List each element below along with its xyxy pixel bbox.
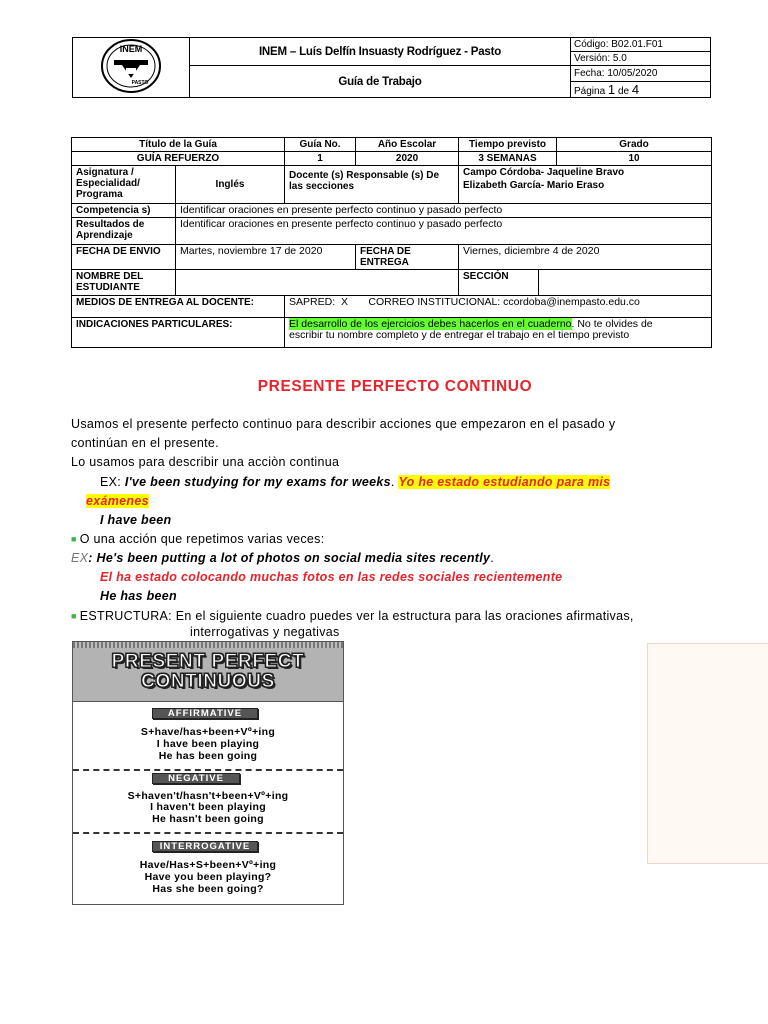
col-anio: Año Escolar — [356, 138, 459, 152]
docente-value-1: Campo Córdoba- Jaqueline Bravo — [463, 167, 625, 178]
bullet-icon: ■ — [71, 611, 77, 621]
example-1-form: I have been — [100, 513, 172, 527]
entrega-label: FECHA DE ENTREGA — [356, 245, 459, 270]
docente-label: Docente (s) Responsable (s) De las secciones — [285, 166, 459, 204]
nombre-value[interactable] — [176, 270, 459, 296]
interrogative-rule: Have/Has+S+been+Vº+ing — [139, 859, 277, 871]
paragraph-2: Lo usamos para describir una acciòn continua — [71, 455, 340, 469]
inem-logo — [100, 38, 162, 94]
page-of: de — [617, 86, 630, 97]
paragraph-1-line-2: continúan en el presente. — [71, 436, 219, 450]
example-2-spanish: El ha estado colocando muchas fotos en las redes sociales recientemente — [100, 570, 563, 584]
page-prefix: Página — [574, 86, 606, 97]
doc-code: Código: B02.01.F01 — [571, 38, 711, 52]
affirmative-example-1: I have been playing — [156, 738, 260, 750]
negative-tag: NEGATIVE — [152, 773, 240, 784]
doc-version: Versión: 5.0 — [571, 52, 711, 66]
interrogative-example-2: Has she been going? — [152, 883, 264, 895]
poster-divider — [73, 769, 343, 771]
poster-title-1: PRESENT PERFECT — [111, 651, 305, 672]
val-tiempo: 3 SEMANAS — [459, 152, 557, 166]
example-1 — [100, 475, 610, 489]
example-1-dot: . — [390, 475, 399, 489]
interrogative-tag: INTERROGATIVE — [152, 841, 258, 852]
page-num: 1 — [607, 82, 616, 97]
docente-value-2: Elizabeth García- Mario Eraso — [463, 180, 605, 191]
page-indicator — [571, 82, 711, 98]
example-2 — [71, 551, 494, 565]
example-2-dot: . — [490, 551, 495, 565]
competencia-value: Identificar oraciones en presente perfecto continuo y pasado perfecto — [176, 204, 712, 218]
example-1-english: I've been studying for my exams for weeks — [124, 475, 391, 489]
envio-label: FECHA DE ENVIO — [72, 245, 176, 270]
resultados-label: Resultados de Aprendizaje — [72, 218, 176, 245]
val-guia-no: 1 — [285, 152, 356, 166]
doc-date: Fecha: 10/05/2020 — [571, 66, 711, 82]
page-total: 4 — [631, 82, 640, 97]
example-2-english: : He's been putting a lot of photos on social media sites recently — [88, 551, 491, 565]
seccion-value[interactable] — [539, 270, 712, 296]
example-2-prefix: EX — [71, 551, 89, 565]
section-title: PRESENTE PERFECTO CONTINUO — [257, 378, 533, 395]
doc-type: Guía de Trabajo — [190, 66, 571, 98]
entrega-value: Viernes, diciembre 4 de 2020 — [459, 245, 712, 270]
val-anio: 2020 — [356, 152, 459, 166]
present-perfect-continuous-poster — [72, 641, 344, 905]
medios-value: SAPRED: X CORREO INSTITUCIONAL: ccordoba@inempasto.edu.co — [285, 296, 712, 318]
poster-divider — [73, 832, 343, 834]
indicaciones-label: INDICACIONES PARTICULARES: — [72, 318, 285, 348]
bullet-repeated-action: ■ O una acción que repetimos varias veces: — [71, 532, 325, 546]
competencia-label: Competencia s) — [72, 204, 176, 218]
example-1-spanish-cont: exámenes — [86, 494, 149, 508]
col-tiempo: Tiempo previsto — [459, 138, 557, 152]
indicaciones-value — [285, 318, 712, 348]
negative-example-1: I haven't been playing — [150, 801, 266, 813]
indicaciones-rest-1: . No te olvides de — [571, 318, 653, 330]
val-grado: 10 — [557, 152, 712, 166]
side-decorative-box — [647, 643, 768, 864]
seccion-label: SECCIÓN — [459, 270, 539, 296]
col-guia-no: Guía No. — [285, 138, 356, 152]
asignatura-value: Inglés — [176, 166, 285, 204]
guide-info-table — [71, 137, 712, 348]
col-grado: Grado — [557, 138, 712, 152]
affirmative-example-2: He has been going — [158, 750, 258, 762]
asignatura-label: Asignatura / Especialidad/ Programa — [72, 166, 176, 204]
resultados-value: Identificar oraciones en presente perfecto continuo y pasado perfecto — [176, 218, 712, 245]
logo-top-text: INEM — [119, 44, 143, 54]
negative-rule: S+haven't/hasn't+been+Vº+ing — [127, 790, 289, 802]
bullet-structure-cont: interrogativas y negativas — [190, 625, 340, 639]
affirmative-tag: AFFIRMATIVE — [152, 708, 258, 719]
nombre-label: NOMBRE DEL ESTUDIANTE — [72, 270, 176, 296]
col-titulo: Título de la Guía — [72, 138, 285, 152]
val-titulo: GUÍA REFUERZO — [72, 152, 285, 166]
logo-bottom-text: PASTO — [131, 80, 149, 86]
negative-example-2: He hasn't been going — [152, 813, 264, 825]
institution-name: INEM – Luís Delfín Insuasty Rodríguez - Pasto — [190, 38, 571, 66]
bullet-structure: ■ ESTRUCTURA: En el siguiente cuadro puedes ver la estructura para las oraciones afirmativas, — [71, 609, 634, 623]
paragraph-1-line-1: Usamos el presente perfecto continuo para describir acciones que empezaron en el pasado y — [71, 417, 616, 431]
affirmative-rule: S+have/has+been+Vº+ing — [140, 726, 276, 738]
interrogative-example-1: Have you been playing? — [144, 871, 272, 883]
envio-value: Martes, noviembre 17 de 2020 — [176, 245, 356, 270]
example-1-spanish: Yo he estado estudiando para mis — [398, 475, 611, 489]
poster-title-2: CONTINUOUS — [141, 671, 275, 692]
document-header — [72, 37, 711, 98]
logo-cell — [73, 38, 190, 98]
example-2-form: He has been — [100, 589, 177, 603]
example-1-prefix: EX: — [100, 475, 125, 489]
docente-value — [459, 166, 712, 204]
medios-label: MEDIOS DE ENTREGA AL DOCENTE: — [72, 296, 285, 318]
poster-header — [73, 642, 343, 702]
indicaciones-highlight: El desarrollo de los ejercicios debes hacerlos en el cuaderno — [289, 318, 572, 330]
poster-stripes — [73, 642, 343, 648]
bullet-icon: ■ — [71, 534, 77, 544]
indicaciones-rest-2: escribir tu nombre completo y de entregar el trabajo en el tiempo previsto — [289, 329, 630, 341]
